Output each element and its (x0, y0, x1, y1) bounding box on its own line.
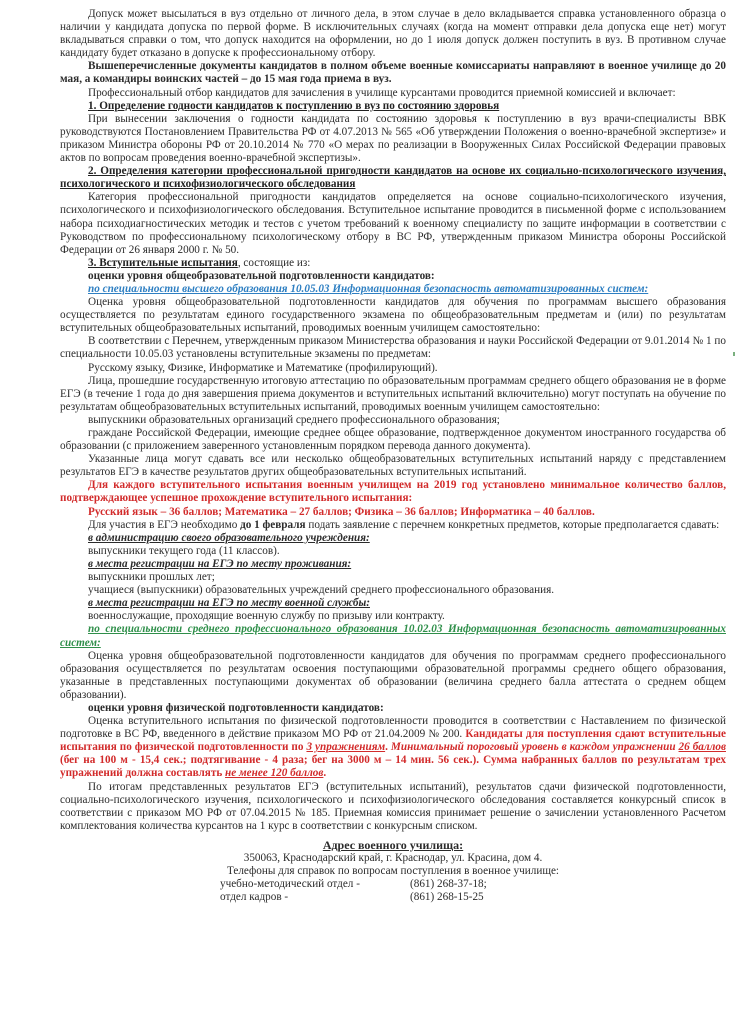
paragraph-exam-list: В соответствии с Перечнем, утвержденным приказом Министерства образования и науки Российской Федерации от 9.01.2014 № 1 по специальности 10.05.03 установлены вступительные экзамены по предметам: (60, 335, 726, 361)
paragraph-foreign-docs: граждане Российской Федерации, имеющие среднее общее образование, подтвержденное документом иностранного государства об образовании (с приложением заверенного установленным порядком перевода данного документа). (60, 427, 726, 453)
subheading-military-service: в места регистрации на ЕГЭ по месту военной службы: (88, 597, 370, 610)
ege-deadline-text: Для участия в ЕГЭ необходимо (88, 518, 241, 531)
heading-general-assessment: оценки уровня общеобразовательной подготовленности кандидатов: (88, 269, 435, 282)
text-current-graduates: выпускники текущего года (11 классов). (88, 544, 280, 557)
physical-exercises-count: 3 упражнениям (306, 741, 386, 754)
physical-sep: . (385, 741, 391, 754)
heading-psych: 2. Определения категории профессиональной пригодности кандидатов на основе их социально-психологического изучения, психологического и психофизиологического обследования (60, 165, 726, 191)
phones-title: Телефоны для справок по вопросам поступления в военное училище: (226, 865, 560, 878)
paragraph-secondary-assessment: Оценка уровня общеобразовательной подготовленности кандидатов для обучения по программам среднего профессионального образования осуществляется по результатам освоения поступающими образовательной программы среднего общего образования, указанные в представленных поступающими документах об образовании (величина среднего балла аттестата о среднем общем образовании). (60, 649, 726, 701)
paragraph-mixed-results: Указанные лица могут сдавать все или несколько общеобразовательных вступительных испытаний наряду с представлением результатов ЕГЭ в качестве результатов других общеобразовательных вступительных испытаний. (60, 453, 726, 479)
address-title: Адрес военного училища: (322, 837, 464, 852)
paragraph-spo-grads: выпускники образовательных организаций среднего профессионального образования; (88, 413, 500, 426)
specialty-secondary-education: по специальности среднего профессионального образования 10.02.03 Информационная безопасность автоматизированных систем: (60, 623, 726, 649)
paragraph-competition-list: По итогам представленных результатов ЕГЭ (вступительных испытаний), результатов сдачи физической подготовленности, социально-психологического изучения, психологического и психофизиологического обследования составляется конкурсный список в соответствии с приказом МО РФ от 07.04.2015 № 185. Приемная комиссия принимает решение о зачислении установленного Расчетом комплектования количества курсантов на 1 курс в соответствии с конкурсным списком. (60, 780, 726, 832)
document-page (60, 8, 726, 904)
specialty-higher-education: по специальности высшего образования 10.05.03 Информационная безопасность автоматизированных систем: (88, 282, 649, 295)
heading-exams-tail: , состоящие из: (237, 256, 311, 269)
paragraph-non-ege: Лица, прошедшие государственную итоговую аттестацию по образовательным программам среднего общего образования не в форме ЕГЭ (в течение 1 года до дня завершения приема документов и вступительных испытаний включительно) могут поступать на обучение по результатам общеобразовательных вступительных испытаний, проводимых военным училищем самостоятельно: (60, 374, 726, 413)
paragraph-psych: Категория профессиональной пригодности кандидатов определяется на основе социально-психологического изучения, психологического и психофизиологического обследования. Вступительное испытание проводится в письменной форме с использованием набора психодиагностических методик и тестов с учетом требований к военному специалисту по защите информации в соответствии с Руководством по профессиональному психологическому отбору в ВС РФ, утвержденным приказом Министра обороны Российской Федерации от 26 января 2000 г. № 50. (60, 191, 726, 256)
subheading-school-admin: в администрацию своего образовательного учреждения: (88, 531, 370, 544)
scan-speck (733, 352, 735, 356)
paragraph-min-scores-intro: Для каждого вступительного испытания военным училищем на 2019 год установлено минимальное количество баллов, подтверждающее успешное прохождение вступительного испытания: (60, 479, 726, 505)
paragraph-ege-deadline (60, 519, 726, 532)
ege-deadline-tail: подать заявление с перечнем конкретных предметов, которые предполагается сдавать: (305, 518, 720, 531)
heading-exams: 3. Вступительные испытания (88, 256, 238, 269)
phone-number: (861) 268-37-18; (410, 878, 487, 891)
text-servicemen: военнослужащие, проходящие военную службу по призыву или контракту. (88, 610, 445, 623)
paragraph-subjects: Русскому языку, Физике, Информатике и Математике (профилирующий). (88, 361, 438, 374)
paragraph-min-scores: Русский язык – 36 баллов; Математика – 27 баллов; Физика – 36 баллов; Информатика – 40 баллов. (88, 505, 595, 518)
phone-label: учебно-методический отдел - (220, 878, 360, 891)
paragraph-physical (60, 715, 726, 780)
physical-min-score: 26 баллов (678, 741, 726, 754)
paragraph-clearance: Допуск может высылаться в вуз отдельно от личного дела, в этом случае в дело вкладывается справка установленного образца о наличии у кандидата допуска по первой форме. В исключительных случаях (когда на момент отправки дела допуска еще нет) могут вкладываться справки о том, что допуск находится на оформлении, но до 1 июля допуск должен поступить в вуз. В противном случае кандидату будет отказано в допуске к профессиональному отбору. (60, 8, 726, 60)
heading-physical-assessment: оценки уровня физической подготовленности кандидатов: (88, 701, 384, 714)
text-spo-students: учащиеся (выпускники) образовательных учреждений среднего профессионального образования. (88, 584, 555, 597)
heading-health: 1. Определение годности кандидатов к поступлению в вуз по состоянию здоровья (88, 99, 500, 112)
text-past-graduates: выпускники прошлых лет; (88, 571, 215, 584)
paragraph-ege-higher: Оценка уровня общеобразовательной подготовленности кандидатов для обучения по программам высшего образования осуществляется по результатам единого государственного экзамена по общеобразовательным предметам и (или) по результатам вступительных общеобразовательных испытаний, проводимых военным училищем самостоятельно: (60, 296, 726, 335)
physical-text: Оценка вступительного испытания по физической подготовленности проводится в соответствии с Наставлением по физической подготовке в ВС РФ, введенного в действие приказом МО РФ от 21.04.2009 № 200. (60, 715, 726, 741)
phone-row-methodical (60, 878, 726, 891)
subheading-residence: в места регистрации на ЕГЭ по месту проживания: (88, 557, 352, 570)
paragraph-health: При вынесении заключения о годности кандидата по состоянию здоровья к поступлению в вуз врачи-специалисты ВВК руководствуются Постановлением Правительства РФ от 4.07.2013 № 565 «Об утверждении Положения о военно-врачебной экспертизе» и приказом Министра обороны РФ от 20.10.2014 № 770 «О мерах по реализации в Вооруженных Силах Российской Федерации правовых актов по вопросам проведения военно-врачебной экспертизы». (60, 112, 726, 165)
heading-exams-line (60, 257, 726, 270)
phone-number: (861) 268-15-25 (410, 891, 484, 904)
phone-label: отдел кадров - (220, 891, 289, 904)
physical-candidates: Кандидаты для поступления сдают вступительные испытания по физической подготовленности по (60, 728, 726, 754)
address-line: 350063, Краснодарский край, г. Краснодар, ул. Красина, дом 4. (243, 852, 543, 864)
paragraph-selection-intro: Профессиональный отбор кандидатов для зачисления в училище курсантами проводится приемной комиссией и включает: (88, 86, 676, 99)
ege-deadline-date: до 1 февраля (240, 518, 306, 531)
physical-end: . (323, 767, 327, 780)
paragraph-documents-deadline: Вышеперечисленные документы кандидатов в полном объеме военные комиссариаты направляют в военное училище до 20 мая, а командиры воинских частей – до 15 мая года приема в вуз. (60, 60, 726, 86)
physical-norms: (бег на 100 м - 15,4 сек.; подтягивание - 4 раза; бег на 3000 м – 14 мин. 56 сек.). Сумма набранных баллов по результатам трех упражнений должна составлять (60, 754, 726, 780)
phone-row-hr (60, 891, 726, 904)
physical-total-min: не менее 120 баллов (225, 767, 324, 780)
physical-min-level: Минимальный пороговый уровень в каждом упражнении (390, 741, 679, 754)
